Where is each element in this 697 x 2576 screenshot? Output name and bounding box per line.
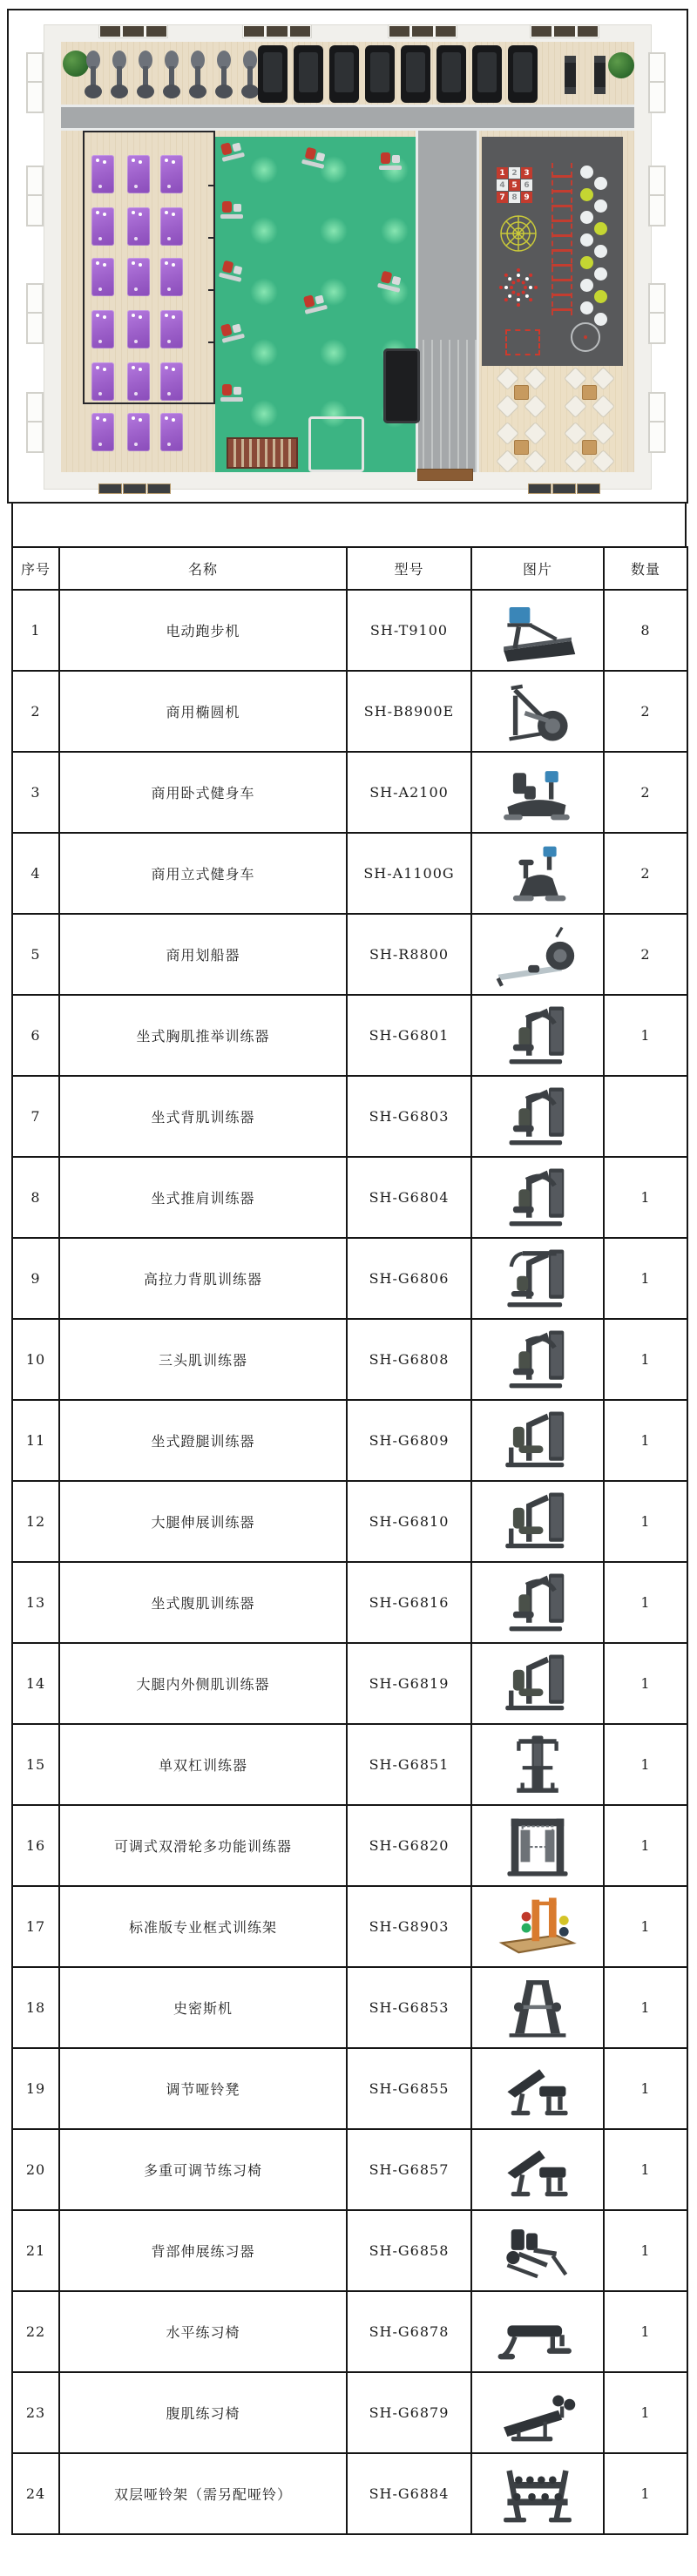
cell-model: SH-G6853 (347, 1967, 471, 2048)
yoga-mat (160, 310, 183, 348)
treadmill-marker (258, 45, 288, 103)
cell-index: 6 (12, 995, 59, 1076)
table-row (12, 2129, 687, 2210)
exercise-ball (580, 211, 593, 224)
cell-name: 调节哑铃凳 (59, 2048, 347, 2129)
elliptical-marker (162, 49, 181, 99)
elliptical-marker (84, 49, 103, 99)
cell-model: SH-G6820 (347, 1805, 471, 1886)
cell-image (471, 1319, 604, 1400)
exercise-ball (580, 233, 593, 247)
cell-quantity: 1 (604, 995, 687, 1076)
cell-quantity: 1 (604, 1724, 687, 1805)
yoga-mat (91, 362, 114, 401)
treadmill-marker (329, 45, 359, 103)
cell-image (471, 914, 604, 995)
clock-marking (571, 322, 600, 352)
table-spacer (11, 504, 687, 546)
cell-quantity (604, 1076, 687, 1157)
cell-index: 20 (12, 2129, 59, 2210)
cell-name: 大腿内外侧肌训练器 (59, 1643, 347, 1724)
table-row (12, 671, 687, 752)
table-row (12, 2048, 687, 2129)
cell-image (471, 2291, 604, 2372)
header-name: 名称 (59, 547, 347, 590)
cell-quantity: 1 (604, 2291, 687, 2372)
exercise-ball (580, 256, 593, 269)
roman-chair-icon (489, 2216, 586, 2286)
cell-name: 腹肌练习椅 (59, 2372, 347, 2453)
cell-name: 坐式背肌训练器 (59, 1076, 347, 1157)
table-row (12, 1967, 687, 2048)
cell-index: 7 (12, 1076, 59, 1157)
window (648, 166, 666, 226)
table-row (12, 2453, 687, 2534)
turf-light-glow (381, 217, 409, 245)
skylight-window (242, 24, 312, 38)
table-row (12, 590, 687, 671)
cell-image (471, 1643, 604, 1724)
exercise-ball (580, 188, 593, 201)
cell-model: SH-B8900E (347, 671, 471, 752)
cell-quantity: 2 (604, 833, 687, 914)
table-row (12, 1886, 687, 1967)
elliptical-marker (240, 49, 260, 99)
cell-model: SH-G6803 (347, 1076, 471, 1157)
cell-model: SH-G6808 (347, 1319, 471, 1400)
cell-model: SH-G6858 (347, 2210, 471, 2291)
cell-quantity: 1 (604, 2210, 687, 2291)
skylight-window (98, 24, 168, 38)
yoga-mat (160, 362, 183, 401)
dumbbell-rack-icon (489, 2459, 586, 2529)
table-row (12, 2372, 687, 2453)
cell-quantity: 1 (604, 1805, 687, 1886)
turf-light-glow (320, 339, 348, 367)
header-model: 型号 (347, 547, 471, 590)
adjustable-bench-icon (489, 2054, 586, 2124)
cell-name: 商用椭圆机 (59, 671, 347, 752)
cell-index: 15 (12, 1724, 59, 1805)
cell-image (471, 1562, 604, 1643)
elliptical-marker (110, 49, 129, 99)
table-row (12, 1481, 687, 1562)
cell-name: 水平练习椅 (59, 2291, 347, 2372)
window (26, 166, 44, 226)
cell-model: SH-A2100 (347, 752, 471, 833)
treadmill-icon (489, 596, 586, 666)
table-row (12, 1805, 687, 1886)
cell-model: SH-G6855 (347, 2048, 471, 2129)
table-header-row (12, 547, 687, 590)
yoga-mat (91, 413, 114, 451)
turf-light-glow (250, 278, 278, 306)
gym-floor-plan (7, 9, 688, 504)
cell-index: 10 (12, 1319, 59, 1400)
cell-quantity: 1 (604, 1400, 687, 1481)
table-row (12, 2291, 687, 2372)
cell-name: 坐式蹬腿训练器 (59, 1400, 347, 1481)
stack-machine-icon (489, 1325, 586, 1395)
cell-quantity: 2 (604, 671, 687, 752)
cell-index: 19 (12, 2048, 59, 2129)
table-row (12, 752, 687, 833)
window (26, 283, 44, 344)
turf-light-glow (250, 400, 278, 428)
exercise-ball (594, 245, 607, 258)
cell-name: 电动跑步机 (59, 590, 347, 671)
cell-model: SH-G6857 (347, 2129, 471, 2210)
cell-image (471, 1400, 604, 1481)
tower-icon (489, 1730, 586, 1800)
window (26, 392, 44, 453)
floor-mat (147, 483, 171, 494)
table-row (12, 1400, 687, 1481)
cell-name: 可调式双滑轮多功能训练器 (59, 1805, 347, 1886)
exercise-ball (580, 166, 593, 179)
yoga-mat (127, 362, 150, 401)
floor-mat (552, 483, 576, 494)
turf-light-glow (250, 217, 278, 245)
cell-model: SH-G6810 (347, 1481, 471, 1562)
header-index: 序号 (12, 547, 59, 590)
cell-image (471, 1238, 604, 1319)
flat-bench-icon (489, 2297, 586, 2367)
stack-machine-icon (489, 1001, 586, 1071)
exercise-ball (594, 177, 607, 190)
cell-name: 坐式推肩训练器 (59, 1157, 347, 1238)
exercise-ball (580, 279, 593, 292)
cell-model: SH-A1100G (347, 833, 471, 914)
yoga-mat (91, 258, 114, 296)
cell-image (471, 2453, 604, 2534)
cell-index: 18 (12, 1967, 59, 2048)
cell-index: 5 (12, 914, 59, 995)
yoga-mat (127, 310, 150, 348)
cell-model: SH-G6804 (347, 1157, 471, 1238)
stack-machine-icon (489, 1163, 586, 1233)
cell-name: 坐式胸肌推举训练器 (59, 995, 347, 1076)
cell-image (471, 1481, 604, 1562)
plant (608, 52, 634, 78)
table-row (12, 1076, 687, 1157)
cell-name: 标准版专业框式训练架 (59, 1886, 347, 1967)
elliptical-marker (136, 49, 155, 99)
agility-ladder (552, 163, 572, 315)
recumbent-bike-icon (489, 758, 586, 828)
cell-quantity: 1 (604, 1319, 687, 1400)
adjustable-bench-icon (489, 2135, 586, 2205)
running-track-vertical (416, 131, 479, 340)
cell-name: 多重可调节练习椅 (59, 2129, 347, 2210)
black-machine-marker (383, 348, 420, 423)
turf-light-glow (250, 156, 278, 184)
cell-name: 坐式腹肌训练器 (59, 1562, 347, 1643)
floor-mat (123, 483, 146, 494)
cell-name: 单双杠训练器 (59, 1724, 347, 1805)
elliptical-marker (214, 49, 233, 99)
header-image: 图片 (471, 547, 604, 590)
red-machine-marker (219, 199, 245, 221)
cable-cross-icon (489, 1811, 586, 1881)
cell-model: SH-G8903 (347, 1886, 471, 1967)
ladder-bench-marker (227, 437, 298, 469)
cell-image (471, 1886, 604, 1967)
cell-index: 4 (12, 833, 59, 914)
treadmill-marker (294, 45, 323, 103)
table-row (12, 2210, 687, 2291)
table-row (12, 1238, 687, 1319)
dumbbell-stand-marker (565, 56, 576, 94)
window (26, 52, 44, 113)
yoga-mat (91, 207, 114, 246)
floor-mat (528, 483, 552, 494)
running-track-horizontal (61, 105, 634, 131)
cell-index: 16 (12, 1805, 59, 1886)
seated-stack-icon (489, 1487, 586, 1557)
exercise-ball (594, 199, 607, 213)
cell-image (471, 752, 604, 833)
cell-image (471, 671, 604, 752)
cell-name: 商用划船器 (59, 914, 347, 995)
skylight-window (530, 24, 599, 38)
skylight-window (388, 24, 457, 38)
table-row (12, 1157, 687, 1238)
cell-model: SH-G6809 (347, 1400, 471, 1481)
cell-quantity: 2 (604, 914, 687, 995)
yoga-mat (127, 207, 150, 246)
cell-quantity: 1 (604, 1886, 687, 1967)
cell-index: 17 (12, 1886, 59, 1967)
equipment-list-table (11, 546, 688, 2535)
floor-mat (577, 483, 600, 494)
smith-machine-icon (489, 1973, 586, 2043)
cell-image (471, 1076, 604, 1157)
turf-light-glow (250, 339, 278, 367)
elliptical-marker (188, 49, 207, 99)
cell-image (471, 2129, 604, 2210)
cafe-table (582, 440, 597, 455)
red-machine-marker (377, 150, 403, 172)
window (648, 392, 666, 453)
cell-index: 21 (12, 2210, 59, 2291)
cell-image (471, 2372, 604, 2453)
cell-image (471, 2210, 604, 2291)
cell-image (471, 590, 604, 671)
treadmill-marker (472, 45, 502, 103)
seated-stack-icon (489, 1649, 586, 1719)
cell-name: 史密斯机 (59, 1967, 347, 2048)
cell-image (471, 995, 604, 1076)
cell-model: SH-G6806 (347, 1238, 471, 1319)
agility-number-grid: 1 2 3 4 5 6 7 8 9 (497, 167, 532, 203)
cell-model: SH-R8800 (347, 914, 471, 995)
table-row (12, 914, 687, 995)
window (648, 283, 666, 344)
yoga-mat (127, 155, 150, 193)
cafe-table (514, 440, 529, 455)
exercise-ball (594, 313, 607, 326)
cell-image (471, 1967, 604, 2048)
cell-index: 13 (12, 1562, 59, 1643)
cell-image (471, 1724, 604, 1805)
cell-quantity: 1 (604, 1967, 687, 2048)
cell-image (471, 1157, 604, 1238)
table-row (12, 833, 687, 914)
table-row (12, 1562, 687, 1643)
stack-machine-icon (489, 1082, 586, 1152)
yoga-mat (160, 258, 183, 296)
yoga-mat (127, 413, 150, 451)
yoga-mat (91, 310, 114, 348)
window (648, 52, 666, 113)
cell-quantity: 1 (604, 1238, 687, 1319)
cell-quantity: 8 (604, 590, 687, 671)
ab-bench-icon (489, 2378, 586, 2448)
yoga-mat (160, 413, 183, 451)
cell-name: 三头肌训练器 (59, 1319, 347, 1400)
cell-index: 8 (12, 1157, 59, 1238)
table-row (12, 1724, 687, 1805)
cell-image (471, 833, 604, 914)
exercise-ball (580, 301, 593, 314)
exercise-ball (594, 290, 607, 303)
treadmill-marker (365, 45, 395, 103)
cell-model: SH-G6879 (347, 2372, 471, 2453)
cell-quantity: 2 (604, 752, 687, 833)
cafe-table (514, 385, 529, 400)
treadmill-marker (401, 45, 430, 103)
cell-name: 背部伸展练习器 (59, 2210, 347, 2291)
cell-model: SH-T9100 (347, 590, 471, 671)
stack-machine-icon (489, 1568, 586, 1638)
upright-bike-icon (489, 839, 586, 909)
cell-name: 商用立式健身车 (59, 833, 347, 914)
cell-index: 22 (12, 2291, 59, 2372)
rower-icon (489, 920, 586, 990)
red-machine-marker (219, 382, 245, 404)
yoga-mat (91, 155, 114, 193)
cell-image (471, 1805, 604, 1886)
cell-image (471, 2048, 604, 2129)
cell-index: 23 (12, 2372, 59, 2453)
cell-quantity: 1 (604, 1562, 687, 1643)
exercise-ball (594, 267, 607, 281)
cell-index: 11 (12, 1400, 59, 1481)
yoga-mat (127, 258, 150, 296)
doormat (417, 469, 473, 481)
treadmill-marker (508, 45, 538, 103)
cell-quantity: 1 (604, 2453, 687, 2534)
cell-quantity: 1 (604, 2372, 687, 2453)
rack-platform-icon (489, 1892, 586, 1962)
cell-quantity: 1 (604, 2129, 687, 2210)
cell-index: 2 (12, 671, 59, 752)
cell-name: 大腿伸展训练器 (59, 1481, 347, 1562)
lat-machine-icon (489, 1244, 586, 1314)
yoga-mat (160, 155, 183, 193)
dumbbell-stand-marker (594, 56, 606, 94)
cell-model: SH-G6819 (347, 1643, 471, 1724)
exercise-ball (594, 222, 607, 235)
cell-index: 1 (12, 590, 59, 671)
seated-stack-icon (489, 1406, 586, 1476)
cell-model: SH-G6878 (347, 2291, 471, 2372)
cafe-table (582, 385, 597, 400)
treadmill-marker (436, 45, 466, 103)
cell-model: SH-G6801 (347, 995, 471, 1076)
cell-index: 3 (12, 752, 59, 833)
table-row (12, 1319, 687, 1400)
rope-web-marking (499, 214, 538, 253)
dashed-square-marking (505, 329, 540, 355)
floor-mat (98, 483, 122, 494)
cell-index: 9 (12, 1238, 59, 1319)
striped-walkway (416, 340, 479, 472)
cell-name: 商用卧式健身车 (59, 752, 347, 833)
table-row (12, 1643, 687, 1724)
trainer-frame-marker (308, 416, 364, 472)
cell-name: 高拉力背肌训练器 (59, 1238, 347, 1319)
cell-model: SH-G6816 (347, 1562, 471, 1643)
elliptical-icon (489, 677, 586, 747)
cell-quantity: 1 (604, 2048, 687, 2129)
table-row (12, 995, 687, 1076)
cell-model: SH-G6884 (347, 2453, 471, 2534)
yoga-mat (160, 207, 183, 246)
cell-index: 24 (12, 2453, 59, 2534)
cell-name: 双层哑铃架（需另配哑铃） (59, 2453, 347, 2534)
cell-model: SH-G6851 (347, 1724, 471, 1805)
gym-floor-plan-canvas (9, 10, 687, 502)
turf-light-glow (320, 217, 348, 245)
dot-star-marking (499, 268, 538, 307)
cell-quantity: 1 (604, 1481, 687, 1562)
cell-quantity: 1 (604, 1643, 687, 1724)
cell-quantity: 1 (604, 1157, 687, 1238)
cell-index: 12 (12, 1481, 59, 1562)
header-quantity: 数量 (604, 547, 687, 590)
cell-index: 14 (12, 1643, 59, 1724)
